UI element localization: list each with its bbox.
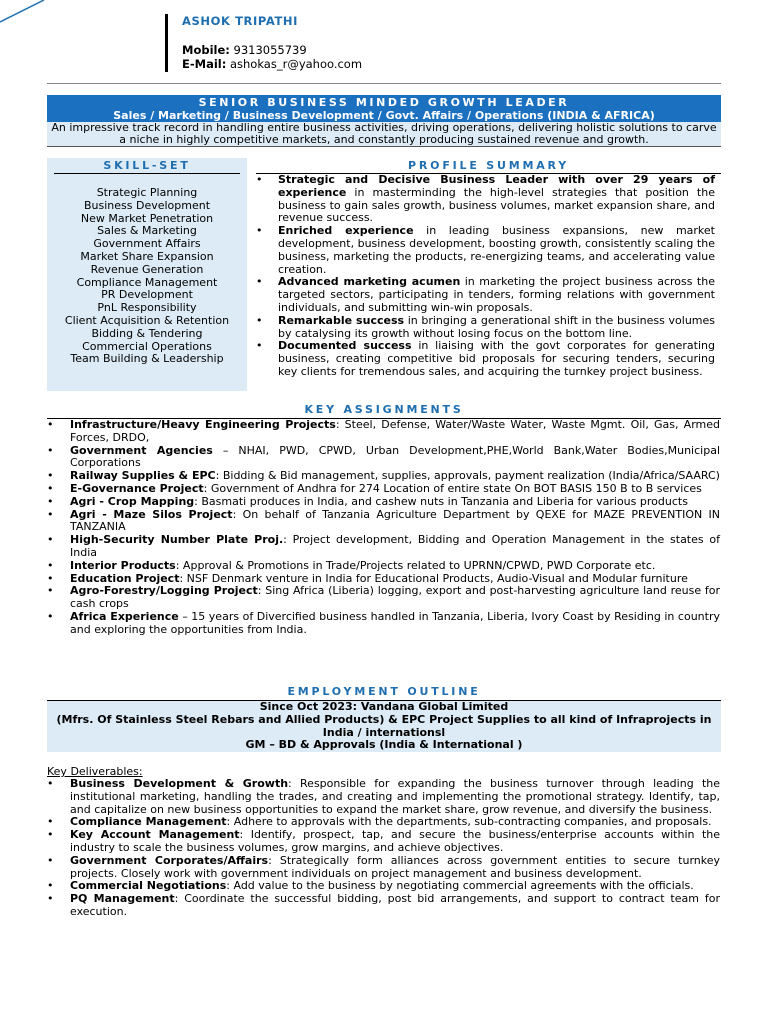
mobile-label: Mobile:	[182, 43, 230, 57]
email-label: E-Mail:	[182, 57, 227, 71]
assignment-item-text: : NSF Denmark venture in India for Educational Products, Audio-Visual and Modular furniture	[179, 571, 688, 585]
profile-item-heading: Advanced marketing acumen	[278, 275, 461, 289]
key-deliverables-list	[47, 778, 720, 919]
key-assignments-heading: KEY ASSIGNMENTS	[304, 403, 464, 416]
profile-item	[256, 276, 715, 314]
bullet-icon: •	[47, 494, 54, 508]
candidate-name: ASHOK TRIPATHI	[182, 14, 299, 28]
profile-item-text: in bringing a generational shift in the business volumes by catalysing its growth without losing focus on the bottom line.	[278, 313, 716, 340]
skill-item: Bidding & Tendering	[91, 326, 203, 340]
bullet-icon: •	[47, 481, 54, 495]
deliverable-item	[47, 893, 720, 919]
intro-rule	[47, 146, 721, 147]
bullet-icon: •	[256, 224, 263, 238]
assignment-item-text: : Project development, Bidding and Operation Management in the states of India	[70, 533, 720, 559]
assignment-item	[47, 445, 720, 471]
email-line	[182, 57, 362, 71]
skill-item: PR Development	[101, 288, 193, 302]
bullet-icon: •	[47, 584, 54, 598]
bullet-icon: •	[256, 339, 263, 353]
profile-item-heading: Strategic and Decisive Business Leader with over 29 years of experience	[278, 173, 715, 199]
bullet-icon: •	[47, 815, 54, 829]
headline-banner	[47, 95, 721, 122]
key-deliverables-label-colon: :	[138, 765, 143, 778]
skill-set-heading: SKILL-SET	[103, 159, 191, 172]
assignment-item-heading: Interior Products	[70, 558, 176, 572]
bullet-icon: •	[47, 853, 54, 867]
bullet-icon: •	[47, 892, 54, 906]
profile-item-text: in leading business expansions, new market development, business development, boosting growth, consistently scaling the business, marketing the products, re-energizing teams, and accelerating value creation.	[278, 224, 715, 276]
assignment-item	[47, 534, 720, 560]
assignment-item-text: – NHAI, PWD, CPWD, Urban Development,PHE,World Bank,Water Bodies,Municipal Corporations	[70, 443, 720, 470]
employment-outline-heading: EMPLOYMENT OUTLINE	[287, 685, 481, 698]
header-rule	[47, 83, 721, 84]
bullet-icon: •	[47, 558, 54, 572]
deliverable-item-text: : Coordinate the successful bidding, post bid arrangements, and support to contract team for execution.	[70, 892, 720, 918]
profile-item-heading: Remarkable success	[278, 313, 405, 327]
deliverable-item-text: : Responsible for expanding the business turnover through leading the institutional marketing, handling the trades, and creating and implementing the promotional strategy. Identify, tap, and capitalize on new business opportunities to expand the market share, grow revenue, and diversify the business.	[70, 777, 721, 816]
assignment-item-heading: Agri - Crop Mapping	[70, 494, 195, 508]
assignment-item	[47, 509, 720, 535]
profile-item	[256, 225, 715, 276]
assignment-item-heading: Education Project	[70, 571, 180, 585]
profile-summary-heading: PROFILE SUMMARY	[408, 159, 569, 172]
assignment-item-text: – 15 years of Divercified business handled in Tanzania, Liberia, Ivory Coast by Residing in country and exploring the opportunities from India.	[70, 609, 720, 636]
key-assignments-list	[47, 419, 720, 637]
assignment-item-heading: Agro-Forestry/Logging Project	[70, 584, 258, 598]
profile-summary-list	[256, 174, 715, 379]
assignment-item-text: : Steel, Defense, Water/Waste Water, Waste Mgmt. Oil, Gas, Armed Forces, DRDO,	[70, 418, 720, 444]
skill-item: Sales & Marketing	[97, 224, 197, 238]
skill-item: Strategic Planning	[96, 186, 198, 199]
email-address[interactable]: ashokas_r@yahoo.com	[229, 57, 363, 71]
assignment-item-text: : On behalf of Tanzania Agriculture Department by QEXE for MAZE PREVENTION IN TANZANIA	[70, 507, 720, 534]
contact-block	[182, 43, 362, 71]
employment-company-description: (Mfrs. Of Stainless Steel Rebars and Allied Products) & EPC Project Supplies to all kind of Infraprojects in India / internationsl	[56, 712, 712, 739]
bullet-icon: •	[256, 313, 263, 327]
bullet-icon: •	[256, 173, 263, 186]
skill-item: Business Development	[83, 198, 211, 212]
bullet-icon: •	[47, 777, 54, 790]
assignment-item-heading: E-Governance Project	[70, 481, 204, 495]
assignment-item	[47, 585, 720, 611]
assignment-item	[47, 419, 720, 445]
assignment-item-text: : Sing Africa (Liberia) logging, export and post-harvesting agriculture land reuse for cash crops	[70, 584, 720, 611]
assignment-item-text: : Government of Andhra for 274 Location of entire state On BOT BASIS 150 B to B services	[203, 481, 702, 495]
bullet-icon: •	[47, 533, 54, 547]
skill-item: PnL Responsibility	[97, 301, 197, 315]
assignment-item-heading: Africa Experience	[70, 609, 179, 623]
profile-item-heading: Enriched experience	[278, 224, 414, 238]
profile-item	[256, 340, 715, 378]
skill-item: Compliance Management	[76, 275, 218, 289]
assignment-item-heading: Railway Supplies & EPC	[70, 469, 216, 483]
deliverable-item-heading: Compliance Management	[70, 815, 227, 829]
deliverable-item-heading: Commercial Negotiations	[70, 879, 227, 893]
bullet-icon: •	[47, 443, 54, 457]
deliverable-item	[47, 778, 720, 816]
deliverable-item-heading: Government Corporates/Affairs	[70, 853, 269, 867]
profile-item-heading: Documented success	[278, 339, 412, 353]
headline-title: SENIOR BUSINESS MINDED GROWTH LEADER	[198, 96, 570, 109]
deliverable-item-text: : Strategically form alliances across government entities to secure turnkey projects. Closely work with government individuals on project management and business development.	[70, 853, 720, 880]
skill-item: Revenue Generation	[90, 262, 204, 276]
skill-item: Team Building & Leadership	[70, 352, 224, 366]
deliverable-item	[47, 855, 720, 881]
deliverable-item-text: : Add value to the business by negotiating commercial agreements with the officials.	[226, 879, 694, 893]
key-deliverables-label-text: Key Deliverables	[47, 765, 139, 778]
employment-company-line: Since Oct 2023: Vandana Global Limited	[259, 700, 509, 713]
bullet-icon: •	[47, 879, 54, 893]
assignment-item-heading: Infrastructure/Heavy Engineering Projects	[70, 418, 336, 431]
employment-role-line: GM – BD & Approvals (India & International )	[245, 738, 523, 752]
bullet-icon: •	[47, 418, 54, 431]
skill-item: Commercial Operations	[82, 339, 212, 353]
bullet-icon: •	[47, 571, 54, 585]
bullet-icon: •	[47, 469, 54, 483]
corner-decoration-line	[0, 0, 60, 24]
assignment-item-heading: High-Security Number Plate Proj.	[70, 533, 284, 547]
deliverable-item-text: : Adhere to approvals with the departments, sub-contracting companies, and proposals.	[226, 815, 712, 829]
mobile-line	[182, 43, 362, 57]
profile-item-text: in masterminding the high-level strategies that position the business to gain sales growth, business volumes, market expansion share, and revenue success.	[278, 185, 715, 225]
profile-item	[256, 315, 715, 341]
assignment-item-text: : Approval & Promotions in Trade/Projects related to UPRNN/CPWD, PWD Corporate etc.	[175, 558, 656, 572]
profile-item	[256, 174, 715, 225]
intro-summary: An impressive track record in handling entire business activities, driving operations, delivering holistic solutions to carve a niche in highly competitive markets, and constantly producing sustained revenue and growth.	[47, 122, 721, 146]
bullet-icon: •	[256, 275, 263, 289]
assignment-item-heading: Government Agencies	[70, 443, 213, 457]
assignment-item	[47, 611, 720, 637]
assignment-item-text: : Basmati produces in India, and cashew nuts in Tanzania and Liberia for various products	[194, 494, 688, 508]
skill-item: Client Acquisition & Retention	[64, 313, 230, 327]
deliverable-item-heading: PQ Management	[70, 892, 175, 906]
deliverable-item-heading: Business Development & Growth	[70, 777, 289, 790]
employment-summary-box	[47, 701, 721, 752]
assignment-item-text: : Bidding & Bid management, supplies, approvals, payment realization (India/Africa/SAARC)	[215, 469, 720, 483]
skill-set-rule	[54, 173, 240, 174]
bullet-icon: •	[47, 828, 54, 842]
deliverable-item-text: : Identify, prospect, tap, and secure the business/enterprise accounts within the industry to scale the business volumes, grow margins, and achieve objectives.	[70, 828, 720, 854]
skill-item: Government Affairs	[93, 237, 201, 251]
profile-item-text: in marketing the project business across the targeted sectors, participating in tenders, forming relations with government individuals, and submitting win-win proposals.	[278, 275, 715, 314]
bullet-icon: •	[47, 609, 54, 623]
deliverable-item-heading: Key Account Management	[70, 828, 240, 842]
profile-item-text: in liaising with the govt corporates for generating business, creating competitive bid proposals for securing tenders, securing key clients for tremendous sales, and acquiring the turnkey project business.	[278, 339, 715, 378]
deliverable-item	[47, 829, 720, 855]
skill-item: New Market Penetration	[80, 211, 214, 225]
bullet-icon: •	[47, 507, 54, 521]
headline-subtitle: Sales / Marketing / Business Development / Govt. Affairs / Operations (INDIA & AFRICA)	[113, 109, 655, 122]
header-divider-bar	[165, 14, 168, 72]
assignment-item-heading: Agri - Maze Silos Project	[70, 507, 233, 521]
skill-list	[47, 187, 247, 366]
mobile-number: 9313055739	[233, 43, 307, 57]
skill-item: Market Share Expansion	[80, 249, 214, 263]
